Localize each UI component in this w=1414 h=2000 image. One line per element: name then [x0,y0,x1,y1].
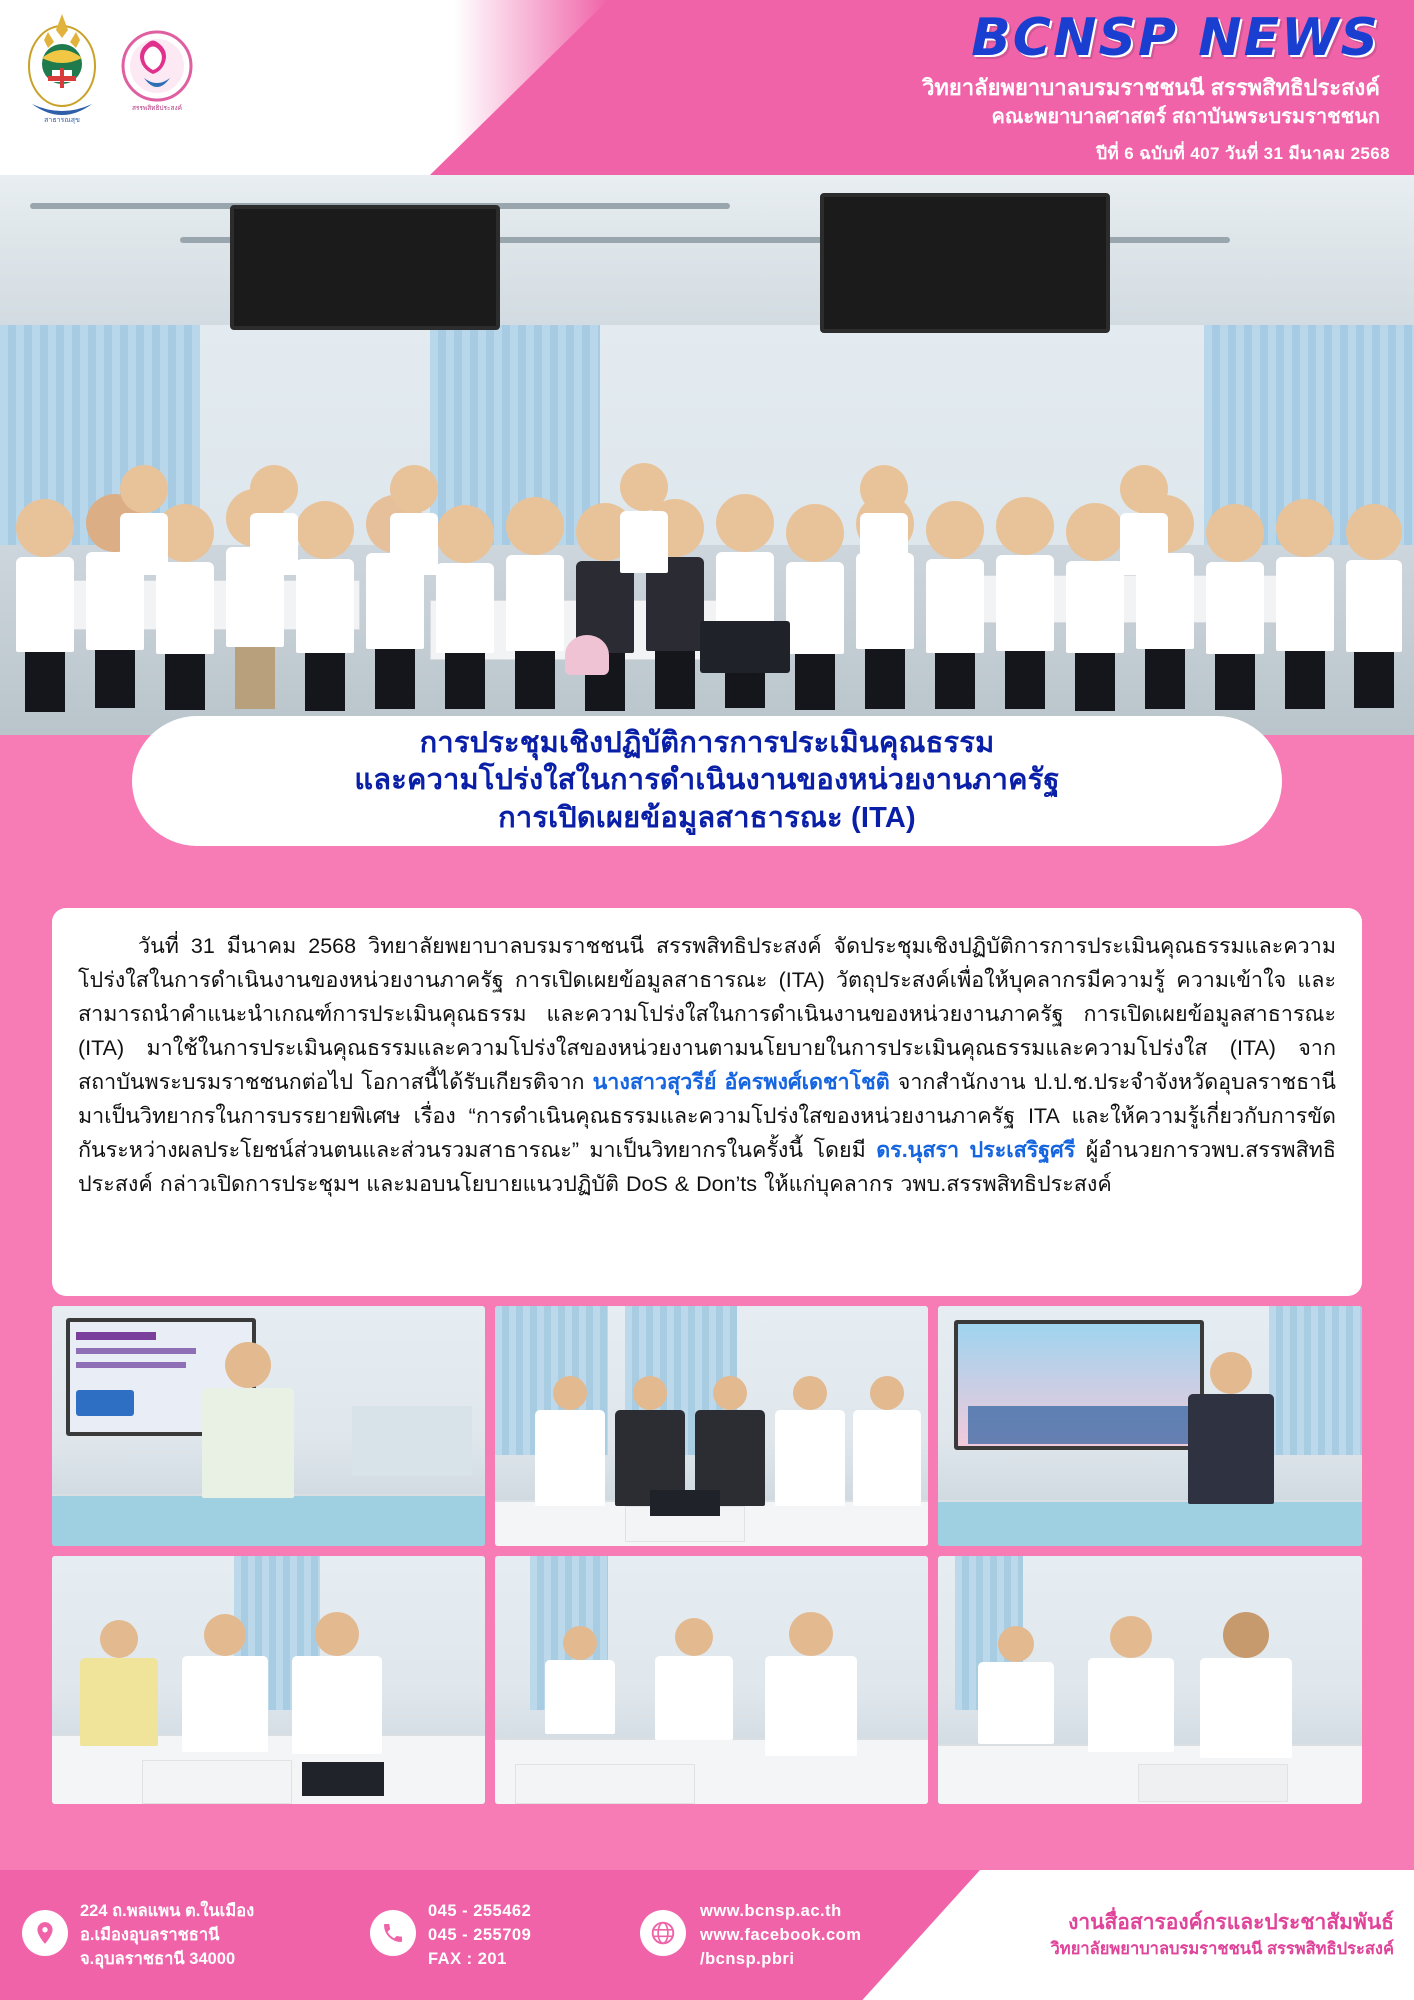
website-url[interactable]: www.bcnsp.ac.th [700,1902,842,1920]
attendee [80,1620,158,1746]
phone-icon [370,1910,416,1956]
gallery-photo-3 [938,1306,1362,1546]
speaker-name-highlight: นางสาวสุวรีย์ อัครพงศ์เดชาโชติ [592,1069,890,1094]
attendee [292,1612,382,1754]
hero-person [436,505,494,709]
gallery-photo-2 [495,1306,928,1546]
attendee [765,1612,857,1756]
table [1138,1764,1288,1802]
side-table [352,1406,472,1476]
table [515,1764,695,1804]
hero-person-back [390,465,438,585]
hero-ceiling [0,175,1414,325]
hero-person [926,501,984,709]
gallery-photo-1 [52,1306,485,1546]
address-line-3: จ.อุบลราชธานี 34000 [80,1949,236,1968]
location-pin-icon [22,1910,68,1956]
headline-pill [132,716,1282,846]
hero-person [786,504,844,709]
hero-person [1066,503,1124,709]
footer-college: วิทยาลัยพยาบาลบรมราชชนนี สรรพสิทธิประสงค์ [1050,1940,1394,1958]
attendee [535,1376,605,1506]
attendee [615,1376,685,1506]
attendee [775,1376,845,1506]
newsletter-footer [0,1870,1414,2000]
hero-flower-vase [565,635,609,675]
foreground-chairs [52,1494,485,1546]
director-name-highlight: ดร.นุสรา ประเสริฐศรี [876,1137,1076,1162]
hero-person-back [1120,465,1168,585]
hero-person [296,501,354,709]
article-paragraph [78,930,1336,1202]
article-card [52,908,1362,1296]
hero-person-back [620,463,668,583]
phone-line-1: 045 - 255462 [428,1902,532,1920]
svg-text:สรรพสิทธิประสงค์: สรรพสิทธิประสงค์ [131,105,183,112]
gallery-row-1 [52,1306,1362,1546]
hero-photo [0,175,1414,735]
hero-person [1276,499,1334,709]
hero-person [996,497,1054,709]
speaker-person [202,1342,294,1498]
attendee [1200,1612,1292,1758]
footer-department: งานสื่อสารองค์กรและประชาสัมพันธ์ [1068,1911,1394,1934]
attendee [655,1618,733,1740]
headline-line-3: การเปิดเผยข้อมูลสาธารณะ (ITA) [498,801,916,834]
newsletter-header [0,0,1414,175]
hero-person [1206,504,1264,709]
laptop [302,1762,384,1796]
phone-line-3: FAX : 201 [428,1949,507,1968]
attendee [853,1376,921,1506]
photo-gallery [52,1306,1362,1814]
issue-line: ปีที่ 6 ฉบับที่ 407 วันที่ 31 มีนาคม 2568 [1096,144,1390,163]
speaker-person [1188,1352,1274,1504]
gallery-photo-4 [52,1556,485,1804]
facebook-handle[interactable]: /bcnsp.pbri [700,1949,795,1968]
footer-web[interactable] [700,1900,861,1972]
header-subtitle-college: วิทยาลัยพยาบาลบรมราชชนนี สรรพสิทธิประสงค์ [922,75,1380,100]
hero-person [1346,504,1402,709]
article-part-1: วันที่ 31 มีนาคม 2568 วิทยาลัยพยาบาลบรมราชชนนี สรรพสิทธิประสงค์ จัดประชุมเชิงปฏิบัติการการประเมินคุณธรรมและความโปร่งใสในการดำเนินงานของหน่วยงานภาครัฐ การเปิดเผยข้อมูลสาธารณะ (ITA) วัตถุประสงค์เพื่อให้บุคลากรมีความรู้ ความเข้าใจ และสามารถนำคำแนะนำเกณฑ์การประเมินคุณธรรม และความโปร่งใสในการดำเนินงานของหน่วยงานภาครัฐ การเปิดเผยข้อมูลสาธารณะ (ITA) มาใช้ในการประเมินคุณธรรมและความโปร่งใสของหน่วยงานตามนโยบายในการประเมินคุณธรรมและความโปร่งใส (ITA) จากสถาบันพระบรมราชชนกต่อไป โอกาสนี้ได้รับเกียรติจาก [78,934,1336,1094]
hero-person-back [250,465,298,585]
facebook-url[interactable]: www.facebook.com [700,1925,862,1944]
hero-person [716,494,774,709]
attendee [978,1626,1054,1744]
footer-address [80,1900,254,1972]
article-part-2: จากสำนักงาน ป.ป.ช.ประจำจังหวัดอุบลราชธานี มาเป็นวิทยากรในการบรรยายพิเศษ เรื่อง “การดำเนินคุณธรรมและความโปร่งใสของหน่วยงานภาครัฐ ITA และให้ความรู้เกี่ยวกับการขัดกันระหว่างผลประโยชน์ส่วนตนและส่วนรวมสาธารณะ” มาเป็นวิทยากรในครั้งนี้ โดยมี [78,1069,1336,1162]
attendee [1088,1616,1174,1752]
royal-garuda-emblem [18,8,106,128]
svg-text:สาธารณสุข: สาธารณสุข [44,117,80,124]
address-line-1: 224 ถ.พลแพน ต.ในเมือง [80,1902,255,1920]
gallery-photo-5 [495,1556,928,1804]
attendee [545,1626,615,1734]
attendee [182,1614,268,1752]
hero-person [16,499,74,709]
attendee [695,1376,765,1506]
gallery-photo-6 [938,1556,1362,1804]
hero-projection-screen [820,193,1110,333]
hero-projection-screen [230,205,500,330]
hero-person [506,497,564,709]
globe-icon [640,1910,686,1956]
college-logo [118,26,196,118]
hero-laptop [700,621,790,673]
header-subtitle-faculty: คณะพยาบาลศาสตร์ สถาบันพระบรมราชชนก [991,106,1380,128]
page-title: BCNSP NEWS [971,8,1380,68]
hero-person-back [860,465,908,585]
address-line-2: อ.เมืองอุบลราชธานี [80,1925,220,1944]
headline-line-2: และความโปร่งใสในการดำเนินงานของหน่วยงานภาครัฐ [354,764,1060,797]
laptop [650,1490,720,1516]
hero-person-back [120,465,168,585]
gallery-row-2 [52,1556,1362,1804]
footer-phone [428,1900,531,1972]
phone-line-2: 045 - 255709 [428,1925,532,1944]
article-part-3: ผู้อำนวยการวพบ.สรรพสิทธิประสงค์ กล่าวเปิดการประชุมฯ และมอบนโยบายแนวปฏิบัติ DoS & Don’ts ให้แก่บุคลากร วพบ.สรรพสิทธิประสงค์ [78,1137,1336,1196]
table [142,1760,292,1804]
headline-line-1: การประชุมเชิงปฏิบัติการการประเมินคุณธรรม [419,727,995,760]
